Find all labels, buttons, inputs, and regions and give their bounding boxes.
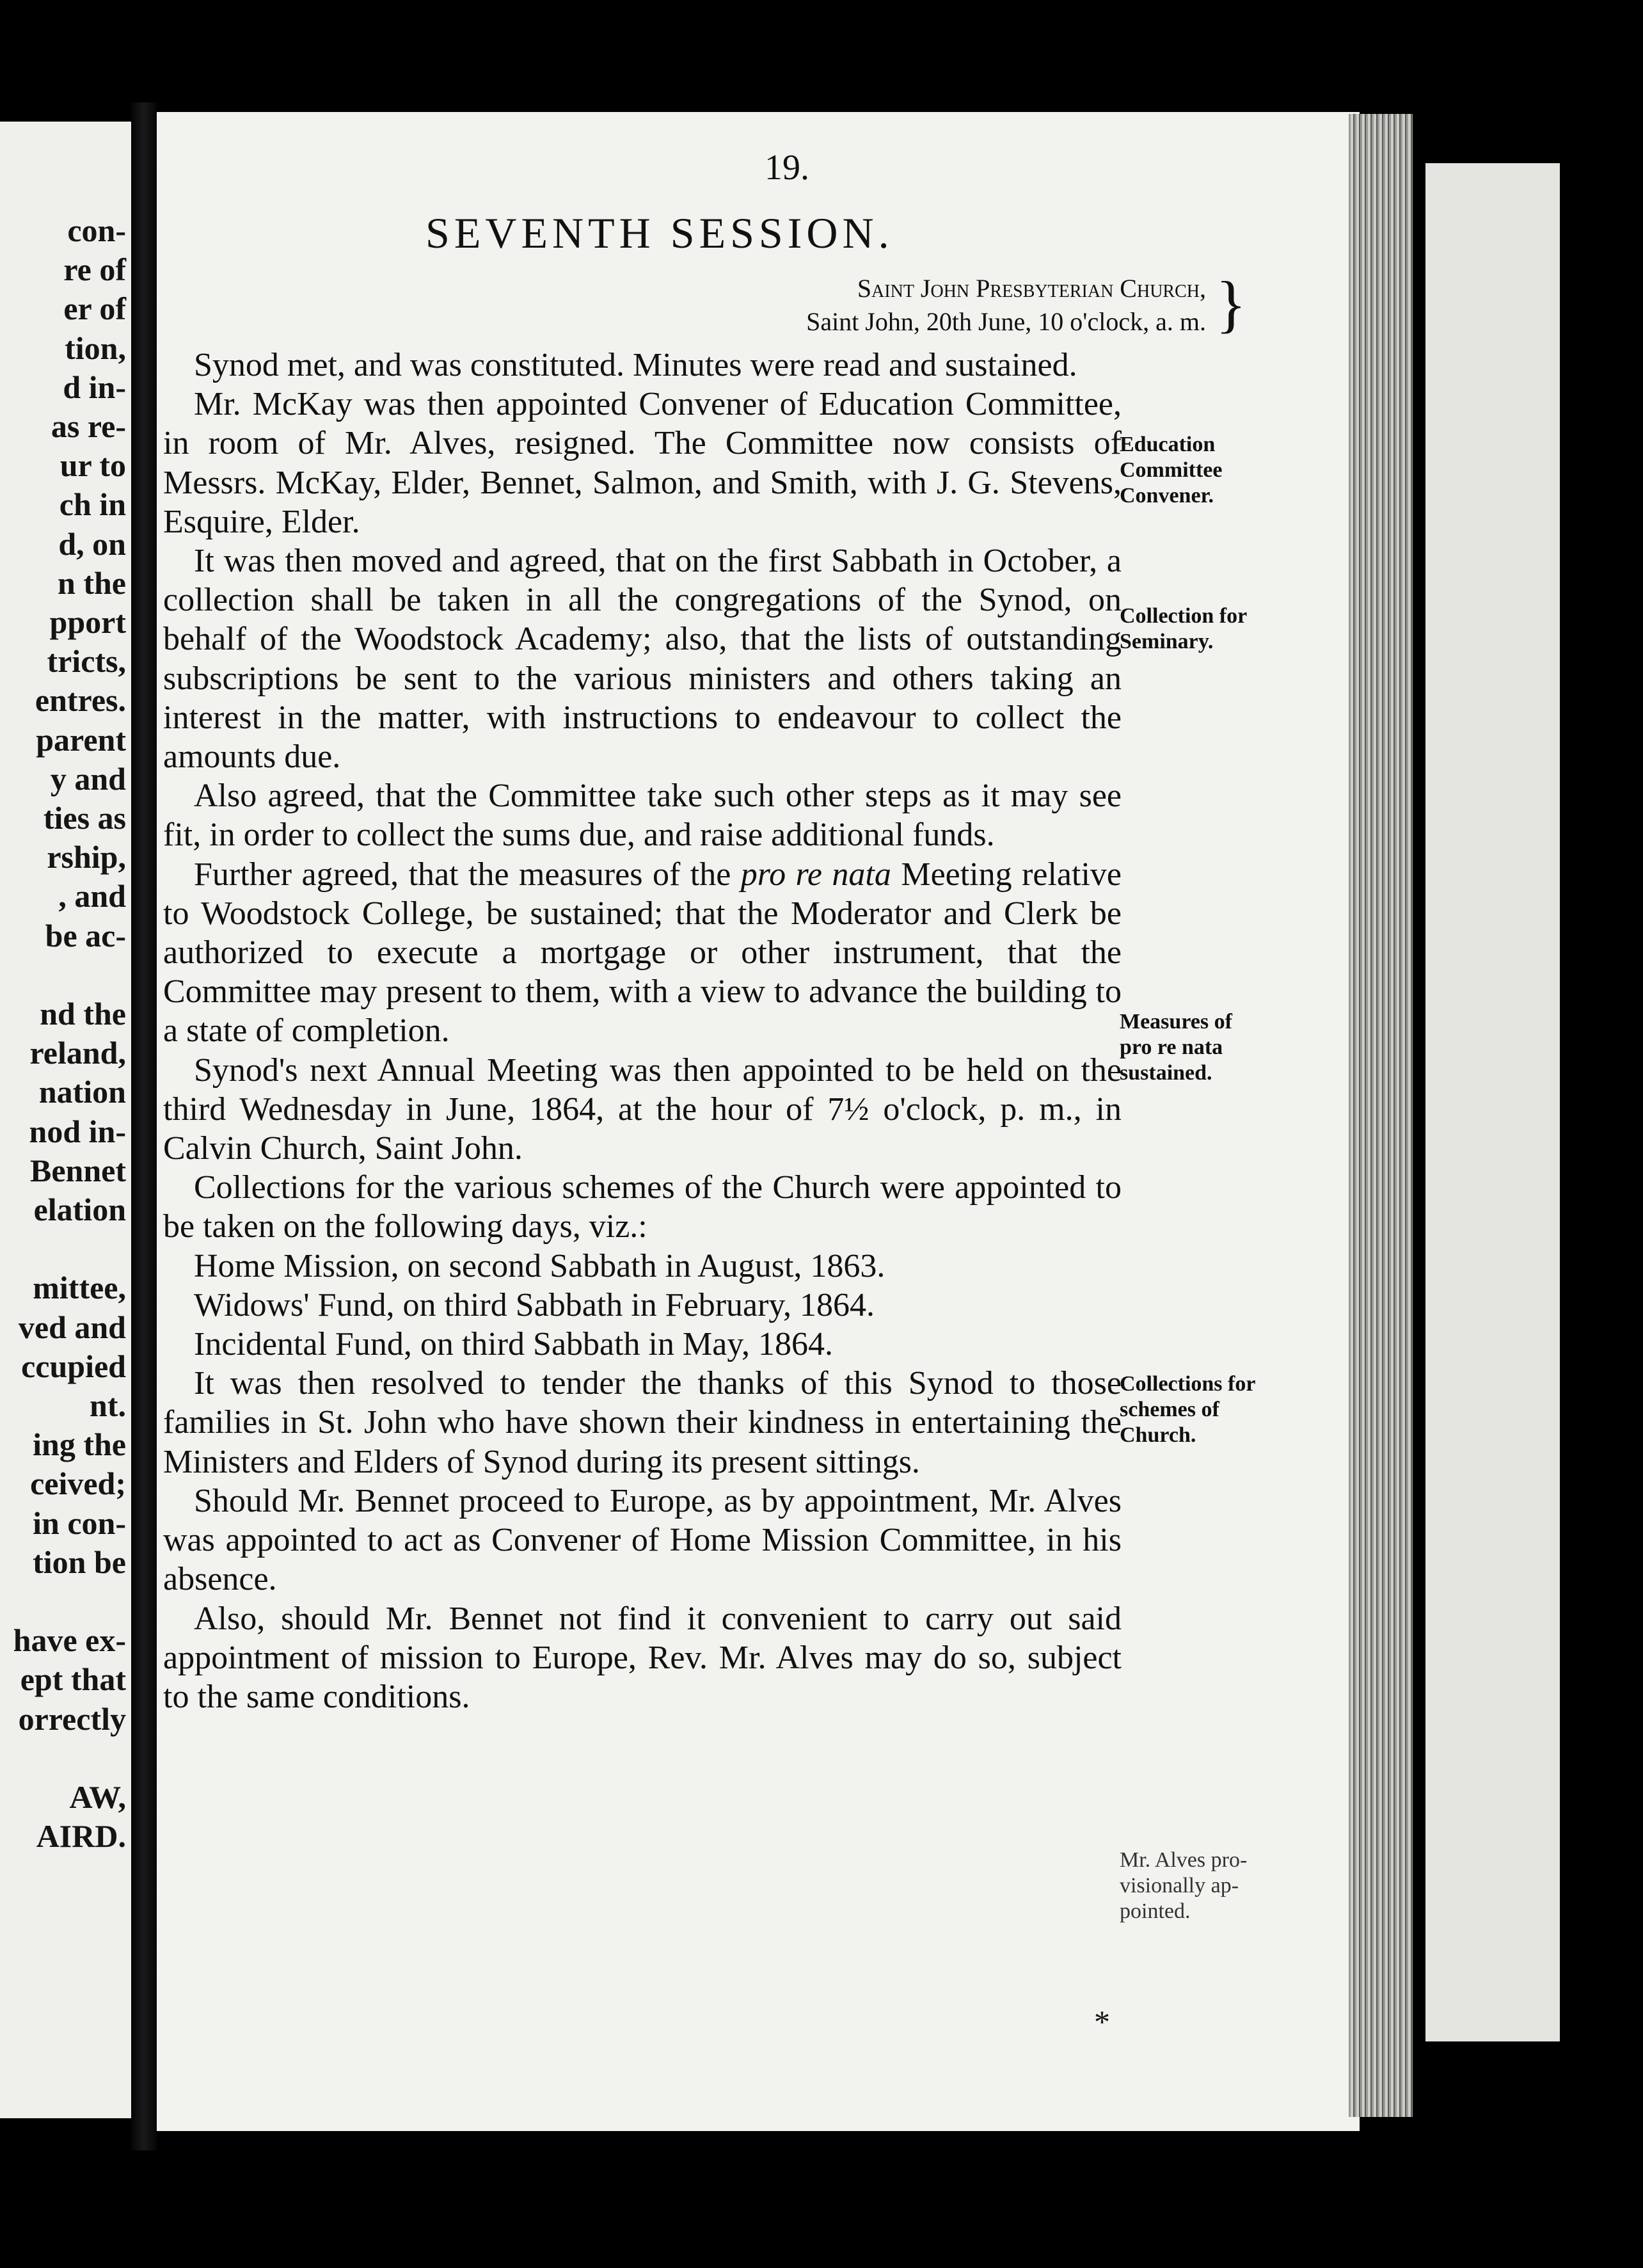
margin-note-line: Convener. [1120,484,1214,507]
margin-note-line: Collections for [1120,1372,1256,1396]
left-page-fragment: reland, [29,1035,126,1071]
margin-note-line: pointed. [1120,1899,1191,1923]
margin-note-line: Education [1120,433,1216,456]
margin-note-line: Collection for [1120,604,1248,628]
left-page-fragment: nod in- [29,1113,126,1149]
left-page-fragment: nt. [90,1387,126,1423]
location-church: Saint John Presbyterian Church, [857,274,1206,303]
pro-re-nata-after: Meeting relative to Woodstock College, be sustained; that the Moderator and Clerk be authorized to execute a mortgage or other instrument, that the Committee may present to them, with a view to advance the building to a state of completion. [163,856,1122,1050]
book-gutter [131,102,157,2150]
left-page-fragment: y and [50,760,126,797]
left-page-fragment: nation [38,1074,126,1110]
left-page-fragment: pport [49,604,126,640]
paragraph-pro-re-nata [163,855,1122,1051]
left-page-fragment: as re- [51,408,126,444]
paragraph-collections-schemes: Collections for the various schemes of the Church were appointed to be taken on the following days, viz.: [163,1169,1122,1245]
left-page-fragment: d, on [58,525,126,562]
margin-note-seminary [1120,603,1247,655]
margin-note-collections [1120,1371,1255,1448]
location-date-time: Saint John, 20th June, 10 o'clock, a. m. [806,307,1206,336]
page-number: 19. [765,148,809,188]
left-page-fragment: rship, [47,839,126,875]
left-page-fragment: ved and [18,1309,126,1345]
left-page-fragment: tricts, [47,643,126,680]
left-page-fragment: d in- [63,369,126,405]
paragraph-additional-funds: Also agreed, that the Committee take such other steps as it may see fit, in order to collect the sums due, and raise additional funds. [163,778,1122,854]
pro-re-nata-italic: pro re nata [740,856,891,893]
page-edges [1349,114,1413,2117]
left-page-fragment: ur to [60,447,126,484]
pro-re-nata-before: Further agreed, that the measures of the [194,856,741,893]
left-page-fragment: nd the [40,996,126,1032]
paragraph-next-meeting: Synod's next Annual Meeting was then appointed to be held on the third Wednesday in June, 1864, at the hour of 7½ o'clock, p. m., in Calvin Church, Saint John. [163,1051,1122,1167]
left-page-fragment: orrectly [18,1700,126,1737]
left-page-fragment: ept that [20,1661,126,1698]
body-text [163,346,1122,1716]
list-item-widows-fund: Widows' Fund, on third Sabbath in February, 1864. [194,1286,875,1323]
left-page-fragment: AIRD. [36,1818,126,1855]
left-page-fragment: ch in [59,486,126,523]
left-page-fragment: parent [36,721,126,758]
left-page-fragment: have ex- [13,1622,126,1659]
adjacent-right-page [1425,163,1560,2041]
left-page-fragment: ceived; [30,1465,126,1502]
left-page-fragment: mittee, [33,1270,126,1306]
margin-note-line: Measures of [1120,1010,1232,1034]
margin-note-line: visionally ap- [1120,1874,1239,1897]
margin-note-measures [1120,1009,1232,1086]
paragraph-collection-seminary: It was then moved and agreed, that on the first Sabbath in October, a collection shall be taken in all the congregations of the Synod, on behalf of the Woodstock Academy; also, that the lists of outstanding subscriptions be sent to the various ministers and others taking an interest in the matter, with instructions to endeavour to collect the amounts due. [163,543,1122,776]
left-page-fragment: n the [58,564,126,601]
left-page-fragment: con- [67,212,126,248]
margin-note-education [1120,432,1222,509]
brace-glyph: } [1216,268,1246,339]
adjacent-left-page [0,122,131,2118]
margin-note-line: Committee [1120,458,1223,482]
left-page-fragment: entres. [35,682,126,719]
left-page-fragment: ties as [43,800,126,836]
left-page-fragment: elation [33,1192,126,1227]
margin-note-line: Church. [1120,1423,1196,1447]
list-item-incidental-fund: Incidental Fund, on third Sabbath in May, 1864. [194,1326,833,1363]
session-location [566,272,1206,339]
document-page [157,112,1360,2131]
left-page-fragment: ccupied [21,1348,126,1384]
left-page-fragment: er of [63,291,126,327]
left-page-fragment: tion, [65,330,126,366]
list-item-home-mission: Home Mission, on second Sabbath in August, 1863. [194,1247,885,1284]
margin-note-line: schemes of [1120,1398,1219,1421]
left-page-fragment: , and [58,878,126,914]
paragraph-education-convener: Mr. McKay was then appointed Convener of Education Committee, in room of Mr. Alves, resigned. The Committee now consists of Messrs. McKay, Elder, Bennet, Salmon, and Smith, with J. G. Stevens, Esquire, Elder. [163,386,1122,540]
left-page-fragment: Bennet [30,1152,126,1188]
left-page-fragment: in con- [33,1505,126,1541]
left-page-fragment: ing the [33,1426,126,1463]
margin-note-line: Mr. Alves pro- [1120,1848,1248,1872]
margin-note-line: pro re nata [1120,1035,1223,1059]
paragraph-thanks: It was then resolved to tender the thanks of this Synod to those families in St. John who have shown their kindness in entertaining the Ministers and Elders of Synod during its present sittings. [163,1365,1122,1480]
session-title: SEVENTH SESSION. [425,209,894,257]
left-page-fragment: re of [63,252,126,288]
left-page-fragment: tion be [33,1544,126,1580]
paragraph-alves-provisional: Also, should Mr. Bennet not find it convenient to carry out said appointment of mission to Europe, Rev. Mr. Alves may do so, subject to the same conditions. [163,1600,1122,1715]
paragraph-constituted: Synod met, and was constituted. Minutes were read and sustained. [194,347,1077,383]
footer-mark: * [1094,2004,1110,2040]
margin-note-alves [1120,1848,1247,1924]
left-page-fragment: be ac- [45,917,126,954]
margin-note-line: Seminary. [1120,630,1214,653]
left-page-fragment: AW, [69,1779,126,1815]
margin-note-line: sustained. [1120,1061,1212,1085]
paragraph-bennet-europe: Should Mr. Bennet proceed to Europe, as by appointment, Mr. Alves was appointed to act as Convener of Home Mission Committee, in his absence. [163,1482,1122,1598]
